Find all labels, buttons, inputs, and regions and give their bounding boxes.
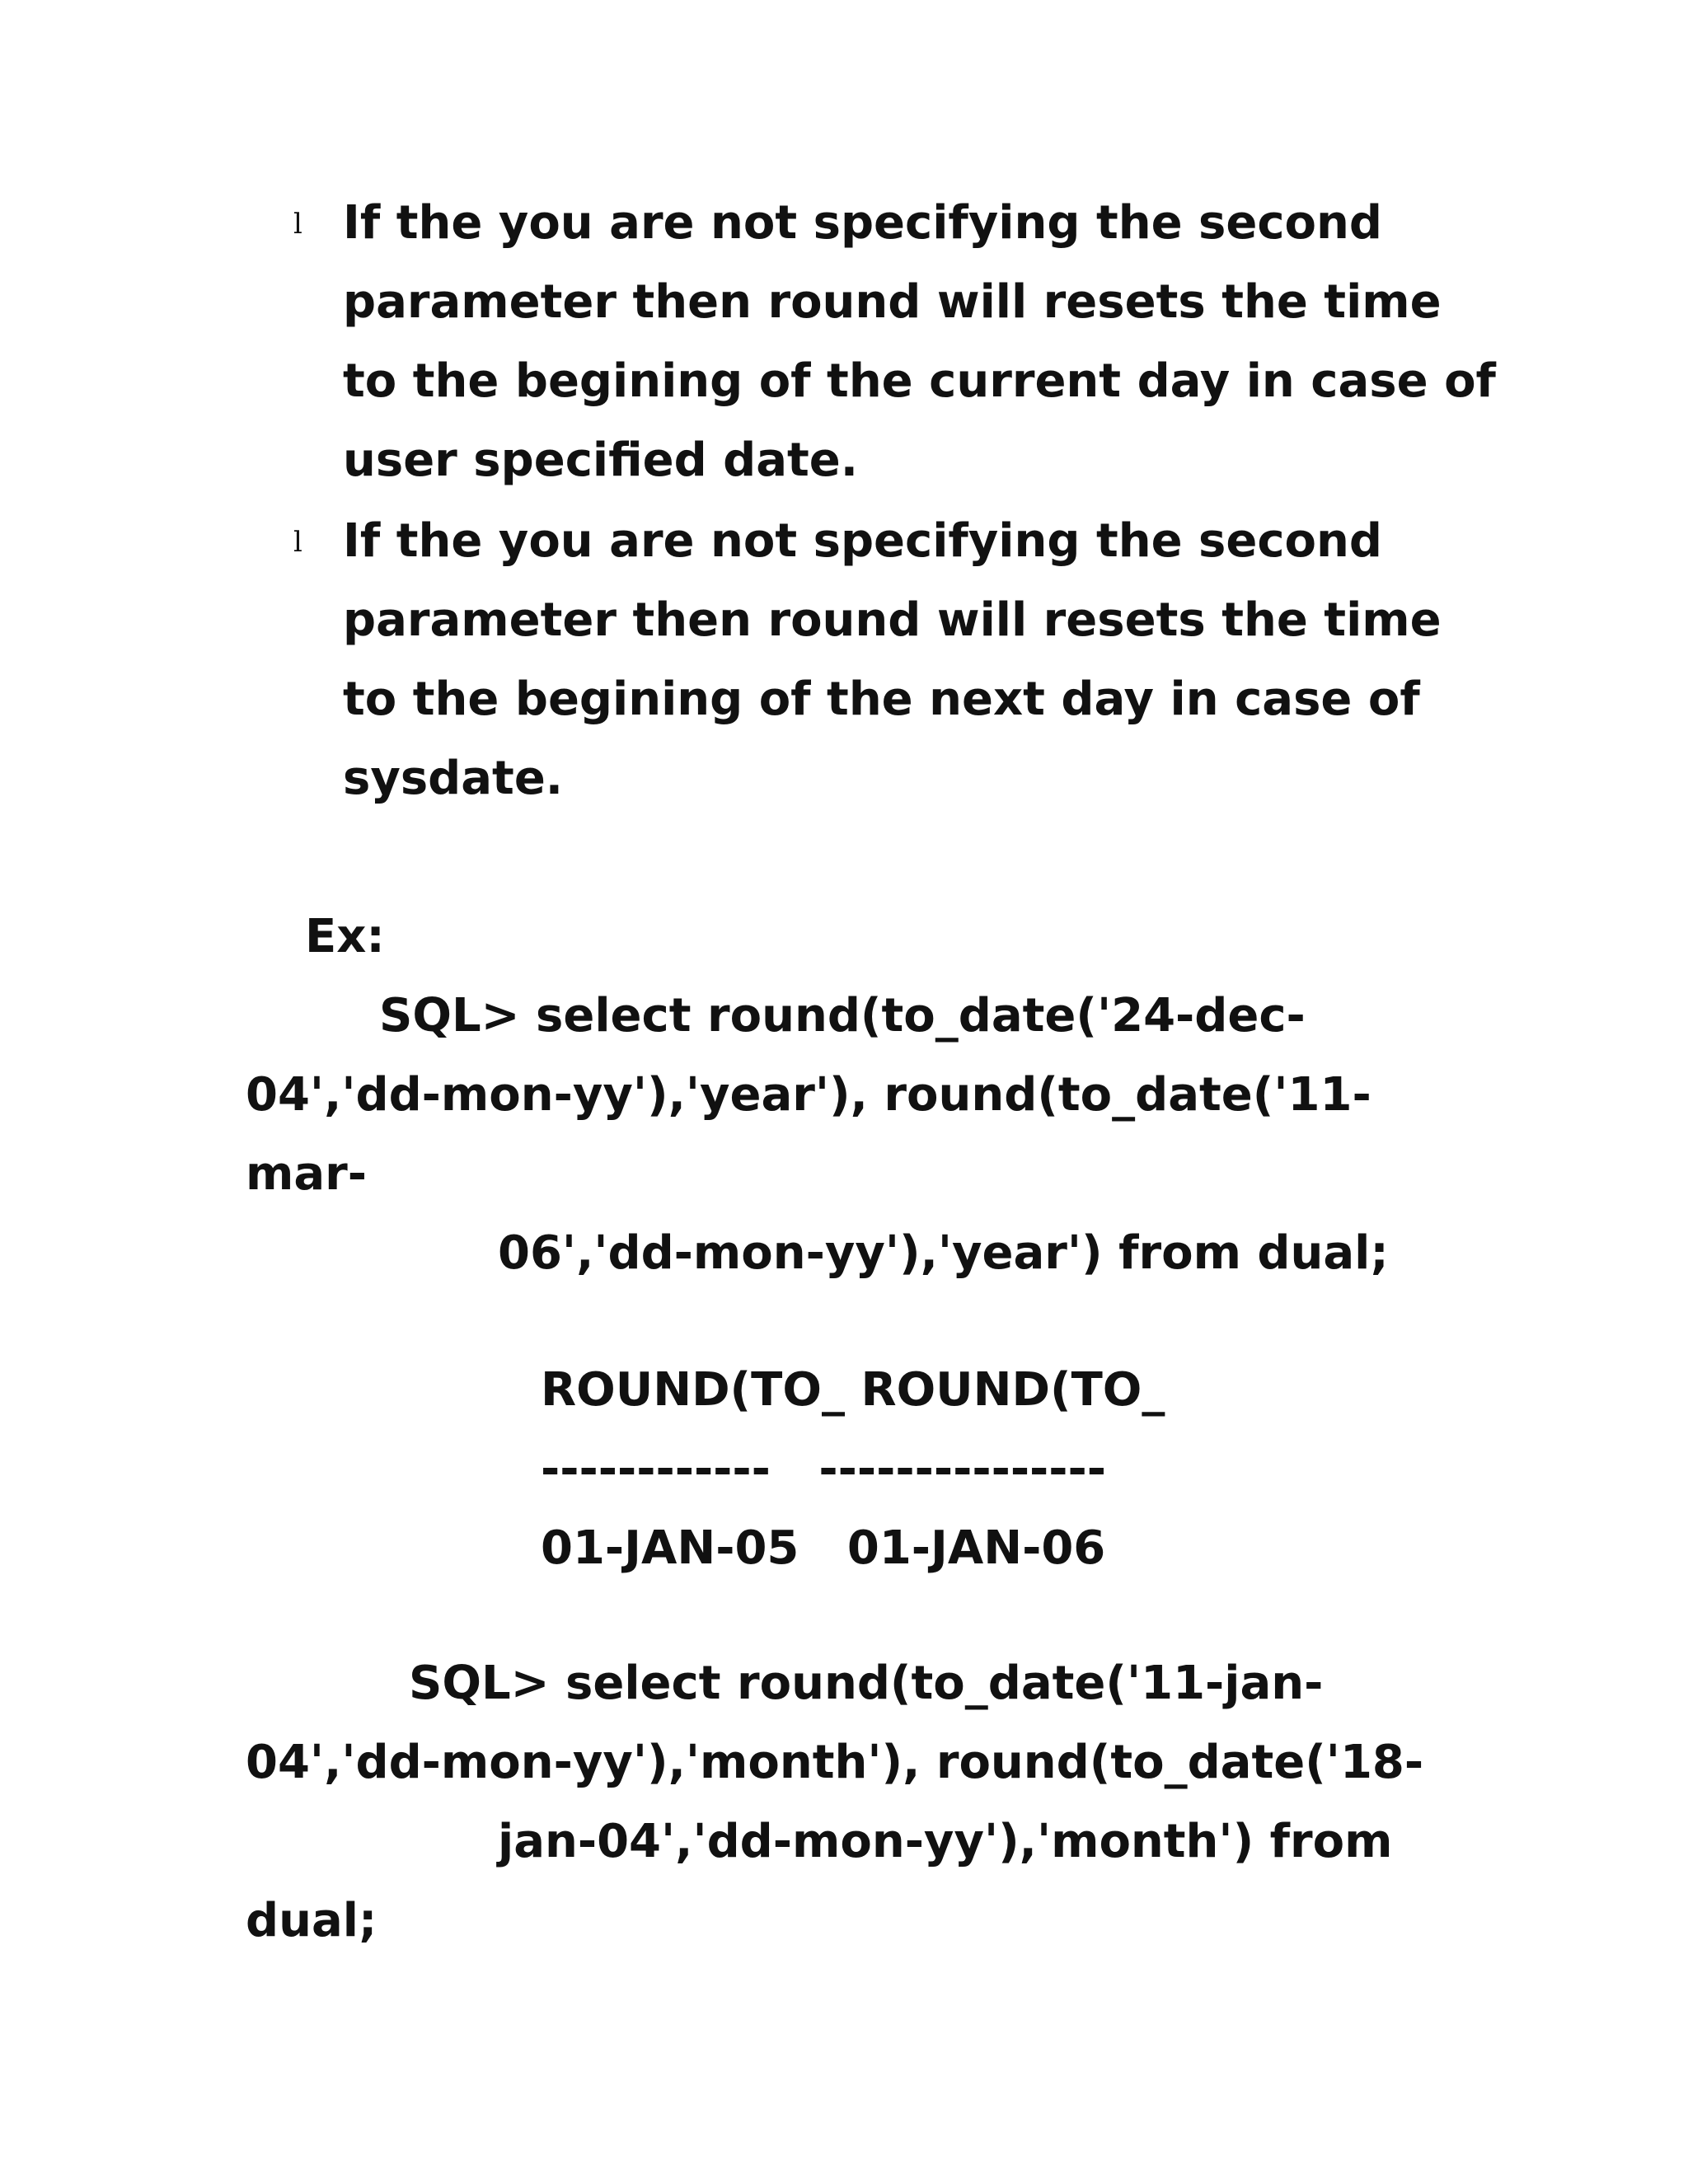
code-line: SQL> select round(to_date('24-dec- <box>379 989 1306 1043</box>
code-line: jan-04','dd-mon-yy'),'month') from <box>498 1815 1393 1868</box>
code-line: dual; <box>246 1894 377 1947</box>
bullet-text-line: If the you are not specifying the second <box>343 196 1382 250</box>
bullet-marker: l <box>293 208 302 241</box>
result-header: ROUND(TO_ ROUND(TO_ <box>541 1363 1165 1417</box>
bullet-text-line: user specified date. <box>343 434 859 487</box>
code-line: 04','dd-mon-yy'),'month'), round(to_date('18- <box>246 1736 1424 1789</box>
bullet-text-line: If the you are not specifying the second <box>343 514 1382 568</box>
example-label: Ex: <box>305 910 385 963</box>
result-row: 01-JAN-05 01-JAN-06 <box>541 1521 1106 1575</box>
code-line: SQL> select round(to_date('11-jan- <box>409 1657 1324 1710</box>
code-line: 06','dd-mon-yy'),'year') from dual; <box>498 1226 1389 1280</box>
code-line: mar- <box>246 1147 367 1201</box>
bullet-text-line: to the begining of the next day in case of <box>343 673 1420 726</box>
code-line: 04','dd-mon-yy'),'year'), round(to_date('11- <box>246 1068 1372 1122</box>
bullet-text-line: sysdate. <box>343 752 564 805</box>
bullet-text-line: parameter then round will resets the time <box>343 593 1442 647</box>
result-separator: ------------ --------------- <box>541 1442 1107 1496</box>
bullet-marker: l <box>293 526 302 559</box>
bullet-text-line: parameter then round will resets the time <box>343 275 1442 329</box>
bullet-text-line: to the begining of the current day in case of <box>343 354 1496 408</box>
